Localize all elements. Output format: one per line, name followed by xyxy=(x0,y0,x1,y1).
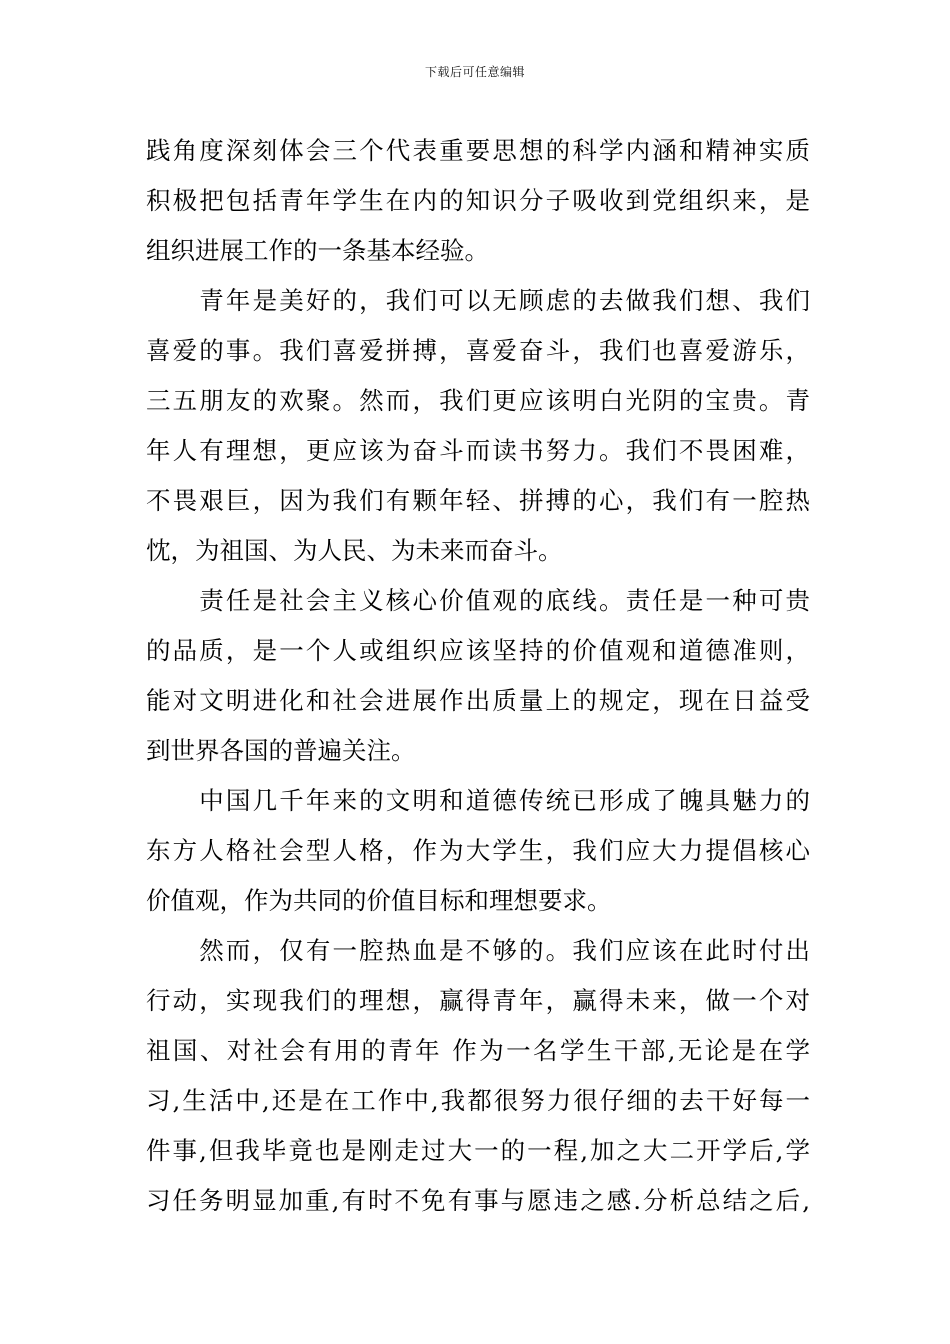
text-line: 能对文明进化和社会进展作出质量上的规定，现在日益受 xyxy=(146,686,810,715)
text-line: 到世界各国的普遍关注。 xyxy=(146,736,416,765)
text-line: 的品质，是一个人或组织应该坚持的价值观和道德准则， xyxy=(146,636,810,665)
text-line: 价值观，作为共同的价值目标和理想要求。 xyxy=(146,886,612,915)
text-line: 祖国、对社会有用的青年 作为一名学生干部,无论是在学 xyxy=(146,1036,810,1065)
text-line: 不畏艰巨，因为我们有颗年轻、拼搏的心，我们有一腔热 xyxy=(146,486,810,515)
document-body xyxy=(146,126,810,1226)
text-line: 积极把包括青年学生在内的知识分子吸收到党组织来，是 xyxy=(146,186,810,215)
text-line: 中国几千年来的文明和道德传统已形成了魄具魅力的 xyxy=(146,786,810,815)
text-line: 习任务明显加重,有时不免有事与愿违之感.分析总结之后, xyxy=(146,1186,810,1215)
text-line: 忱，为祖国、为人民、为未来而奋斗。 xyxy=(146,536,563,565)
text-line: 然而，仅有一腔热血是不够的。我们应该在此时付出 xyxy=(146,936,810,965)
text-line: 东方人格社会型人格，作为大学生，我们应大力提倡核心 xyxy=(146,836,810,865)
text-line: 年人有理想，更应该为奋斗而读书努力。我们不畏困难， xyxy=(146,436,810,465)
text-line: 件事,但我毕竟也是刚走过大一的一程,加之大二开学后,学 xyxy=(146,1136,810,1165)
text-line: 践角度深刻体会三个代表重要思想的科学内涵和精神实质 xyxy=(146,136,810,165)
text-line: 青年是美好的，我们可以无顾虑的去做我们想、我们 xyxy=(146,286,810,315)
text-line: 喜爱的事。我们喜爱拼搏，喜爱奋斗，我们也喜爱游乐， xyxy=(146,336,810,365)
text-line: 行动，实现我们的理想，赢得青年，赢得未来，做一个对 xyxy=(146,986,810,1015)
text-line: 习,生活中,还是在工作中,我都很努力很仔细的去干好每一 xyxy=(146,1086,810,1115)
text-line: 三五朋友的欢聚。然而，我们更应该明白光阴的宝贵。青 xyxy=(146,386,810,415)
text-line: 责任是社会主义核心价值观的底线。责任是一种可贵 xyxy=(146,586,810,615)
page-header: 下载后可任意编辑 xyxy=(424,65,525,79)
text-line: 组织进展工作的一条基本经验。 xyxy=(146,236,489,265)
